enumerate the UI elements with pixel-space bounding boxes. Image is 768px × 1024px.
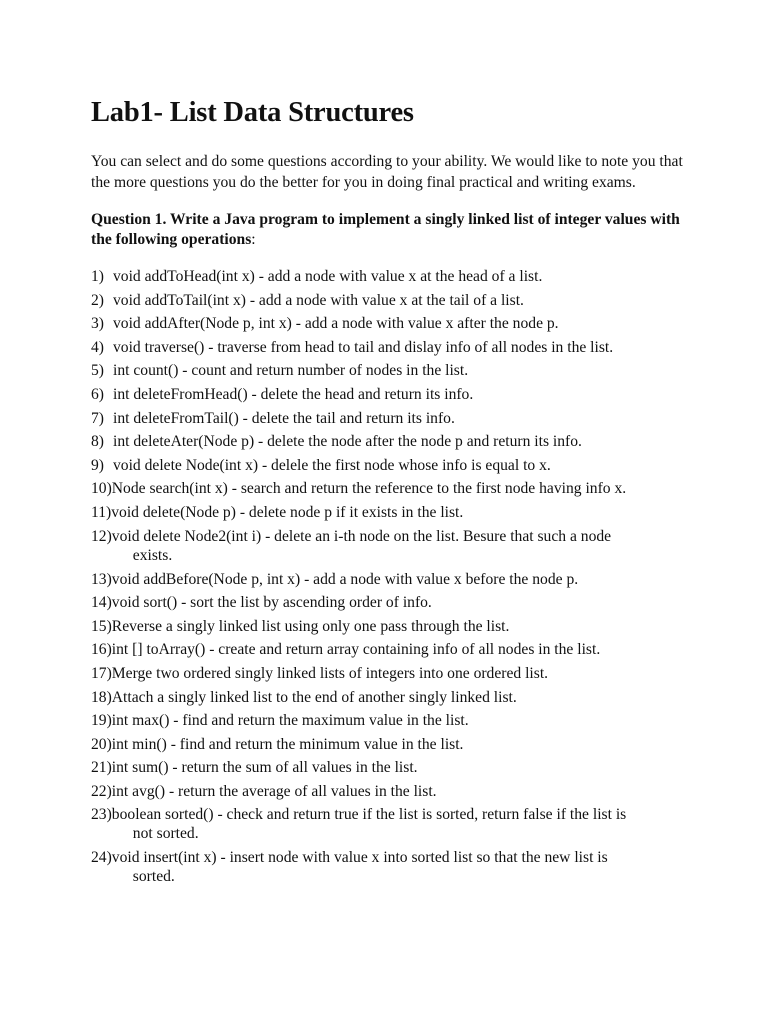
- list-item: [91, 432, 691, 451]
- list-item-number: 14): [91, 594, 112, 612]
- list-item-text: int [] toArray() - create and return array containing info of all nodes in the list.: [111, 641, 601, 659]
- list-item: [91, 456, 691, 475]
- list-item-number: 12): [91, 527, 112, 545]
- list-item: [91, 805, 691, 843]
- list-item-text: void addToHead(int x) - add a node with value x at the head of a list.: [113, 268, 543, 285]
- list-item-text-block: [112, 711, 691, 730]
- list-item-number: 16): [91, 641, 112, 659]
- list-item-number: 1): [91, 268, 104, 285]
- list-item-number: 15): [91, 617, 112, 635]
- list-item: [91, 640, 691, 659]
- list-item-number: 20): [91, 735, 112, 753]
- list-item-number: 8): [91, 433, 104, 451]
- list-item-text: int deleteFromTail() - delete the tail and return its info.: [113, 409, 455, 427]
- list-item-text-block: [112, 688, 691, 707]
- list-item-text: boolean sorted() - check and return true if the list is sorted, return false if the list is: [111, 806, 627, 824]
- list-item-continuation: exists.: [132, 546, 173, 564]
- list-item-text: void delete Node(int x) - delele the first node whose info is equal to x.: [113, 456, 551, 474]
- list-item-text-block: [112, 782, 691, 801]
- list-item: [91, 735, 691, 754]
- list-item-text-block: [112, 848, 691, 886]
- list-item: [91, 409, 691, 428]
- list-item-number: 13): [91, 570, 112, 588]
- list-item-number: 6): [91, 385, 104, 403]
- list-item: [91, 758, 691, 777]
- list-item: [91, 385, 691, 404]
- list-item-text-block: [112, 593, 691, 612]
- list-item-text: void sort() - sort the list by ascending order of info.: [111, 594, 432, 612]
- list-item-continuation: not sorted.: [132, 825, 199, 843]
- list-item-text: Merge two ordered singly linked lists of integers into one ordered list.: [111, 664, 549, 682]
- list-item-text: int deleteAter(Node p) - delete the node after the node p and return its info.: [113, 433, 582, 451]
- list-item-number: 21): [91, 759, 112, 777]
- list-item-text: Attach a singly linked list to the end of another singly linked list.: [111, 688, 517, 706]
- list-item: [91, 291, 691, 310]
- list-item-text-block: [112, 758, 691, 777]
- list-item-text-block: [113, 267, 691, 286]
- question-suffix: :: [251, 231, 256, 248]
- list-item-number: 4): [91, 338, 104, 356]
- list-item-number: 17): [91, 664, 112, 682]
- list-item: [91, 848, 691, 886]
- list-item-text: Node search(int x) - search and return the reference to the first node having info x.: [111, 480, 627, 498]
- list-item-text-block: [113, 314, 691, 333]
- list-item-text-block: [112, 640, 691, 659]
- list-item-text: int sum() - return the sum of all values in the list.: [111, 759, 418, 777]
- operations-list: [91, 267, 691, 886]
- list-item-number: 2): [91, 291, 104, 309]
- list-item-text-block: [113, 409, 691, 428]
- question-heading: [91, 210, 691, 250]
- intro-paragraph: You can select and do some questions according to your ability. We would like to note you that the more questions you do the better for you in doing final practical and writing exams.: [91, 153, 683, 191]
- list-item: [91, 782, 691, 801]
- list-item-number: 19): [91, 712, 112, 730]
- question-text: Question 1. Write a Java program to implement a singly linked list of integer values with the following operations: [91, 211, 680, 248]
- list-item: [91, 664, 691, 683]
- document-page: [91, 96, 691, 891]
- list-item-text: void addAfter(Node p, int x) - add a node with value x after the node p.: [113, 315, 559, 333]
- list-item-text: Reverse a singly linked list using only one pass through the list.: [111, 617, 510, 635]
- list-item-text-block: [112, 570, 691, 589]
- list-item-text-block: [112, 527, 691, 565]
- list-item-text-block: [112, 664, 691, 683]
- list-item: [91, 267, 691, 286]
- list-item: [91, 570, 691, 589]
- list-item-text-block: [113, 456, 691, 475]
- list-item: [91, 338, 691, 357]
- list-item: [91, 617, 691, 636]
- list-item-text-block: [111, 503, 691, 522]
- list-item-text: void addBefore(Node p, int x) - add a node with value x before the node p.: [111, 570, 579, 588]
- list-item-text-block: [112, 735, 691, 754]
- list-item: [91, 527, 691, 565]
- list-item-text-block: [112, 617, 691, 636]
- list-item-number: 7): [91, 409, 104, 427]
- list-item-text: void delete(Node p) - delete node p if it exists in the list.: [111, 503, 464, 521]
- list-item-number: 5): [91, 362, 104, 380]
- list-item-text: void insert(int x) - insert node with value x into sorted list so that the new list is: [111, 849, 608, 867]
- list-item-text-block: [113, 361, 691, 380]
- list-item-number: 23): [91, 806, 112, 824]
- list-item-text: int min() - find and return the minimum value in the list.: [111, 735, 464, 753]
- page-title: Lab1- List Data Structures: [91, 97, 414, 128]
- list-item-text-block: [113, 291, 691, 310]
- list-item-text: int avg() - return the average of all values in the list.: [111, 782, 437, 800]
- list-item-number: 9): [91, 456, 104, 474]
- list-item: [91, 593, 691, 612]
- list-item-text: void traverse() - traverse from head to tail and dislay info of all nodes in the list.: [113, 338, 614, 356]
- list-item: [91, 314, 691, 333]
- list-item-text-block: [113, 338, 691, 357]
- list-item-text-block: [112, 805, 691, 843]
- list-item-text: int max() - find and return the maximum value in the list.: [111, 712, 469, 730]
- list-item-continuation: sorted.: [132, 868, 175, 886]
- list-item: [91, 711, 691, 730]
- list-item-number: 11): [91, 503, 112, 521]
- list-item-number: 3): [91, 315, 104, 333]
- list-item: [91, 479, 691, 498]
- list-item: [91, 688, 691, 707]
- list-item-text-block: [113, 432, 691, 451]
- list-item-text: int count() - count and return number of nodes in the list.: [113, 362, 469, 380]
- list-item-text-block: [113, 385, 691, 404]
- list-item-number: 24): [91, 849, 112, 867]
- list-item-text: void delete Node2(int i) - delete an i-th node on the list. Besure that such a node: [111, 527, 612, 545]
- list-item-number: 18): [91, 688, 112, 706]
- list-item-number: 10): [91, 480, 112, 498]
- list-item-text-block: [112, 479, 691, 498]
- list-item-number: 22): [91, 782, 112, 800]
- list-item-text: int deleteFromHead() - delete the head and return its info.: [113, 385, 474, 403]
- list-item: [91, 503, 691, 522]
- list-item-text: void addToTail(int x) - add a node with value x at the tail of a list.: [113, 291, 524, 309]
- list-item: [91, 361, 691, 380]
